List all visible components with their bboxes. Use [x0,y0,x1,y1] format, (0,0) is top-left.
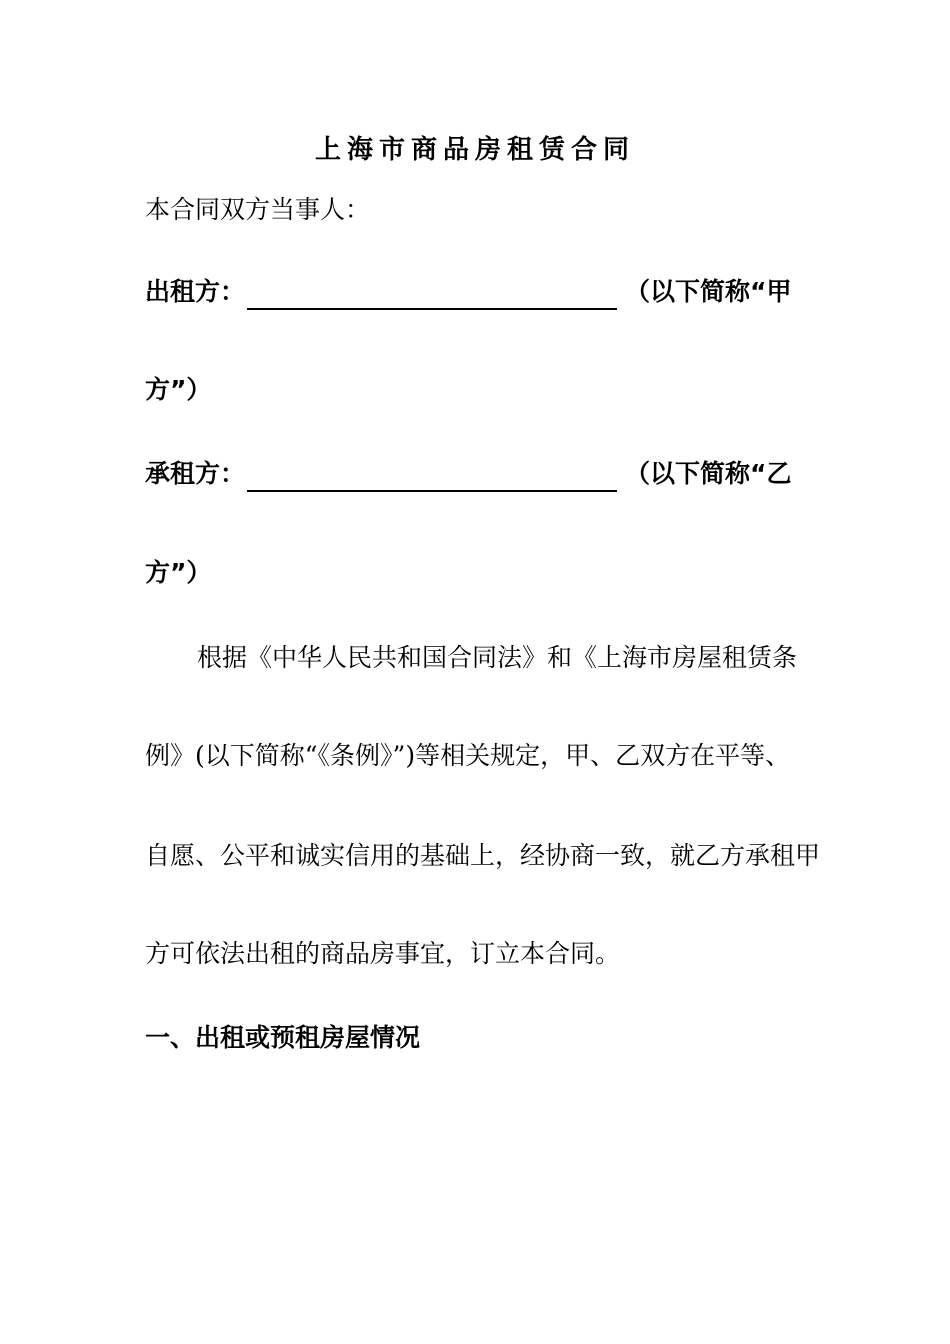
lessee-blank-field [247,462,617,492]
lessor-continuation: 方”） [145,375,212,404]
lessor-line [145,274,791,310]
lessee-suffix: （以下简称“乙 [625,459,792,488]
section-heading: 一、出租或预租房屋情况 [145,1023,421,1052]
lessor-suffix: （以下简称“甲 [625,277,792,306]
lessor-blank-field [247,280,617,310]
preamble-line: 自愿、公平和诚实信用的基础上，经协商一致，就乙方承租甲 [145,841,821,870]
document-title: 上海市商品房租赁合同 [314,135,635,165]
lessee-continuation: 方”） [145,558,212,587]
parties-intro: 本合同双方当事人： [145,195,371,224]
preamble-line: 根据《中华人民共和国合同法》和《上海市房屋租赁条 [197,643,798,672]
preamble-line: 例》(以下简称“《条例》”)等相关规定，甲、乙双方在平等、 [145,741,791,770]
lessor-label: 出租方： [145,277,246,306]
preamble-line: 方可依法出租的商品房事宜，订立本合同。 [145,939,621,968]
lessee-label: 承租方： [145,459,246,488]
lessee-line [145,456,791,492]
